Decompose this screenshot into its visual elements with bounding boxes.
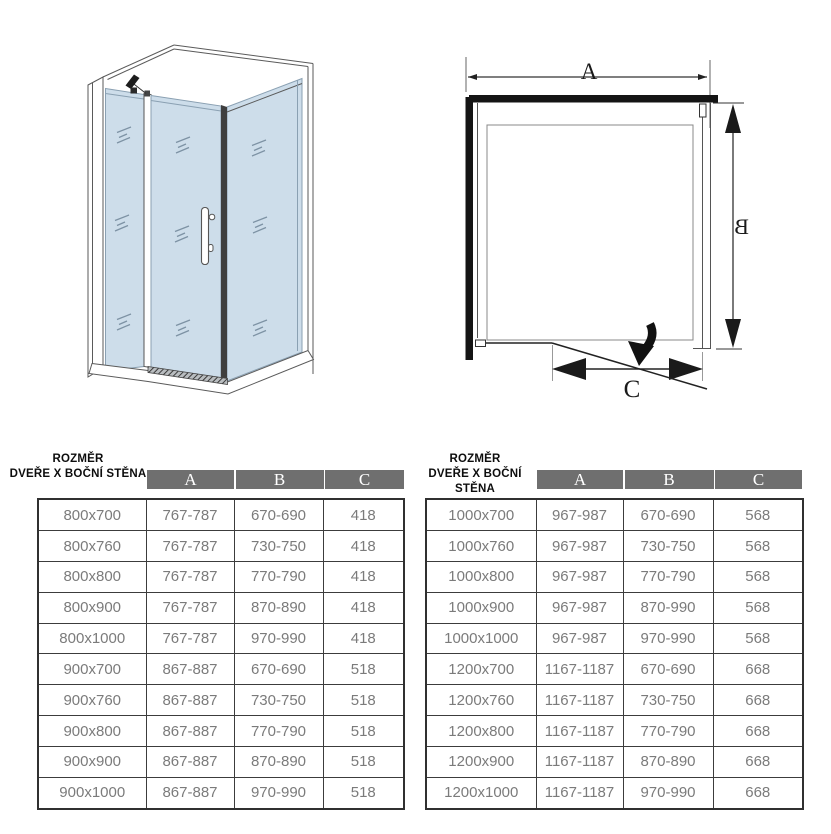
cell-b: 870-890	[234, 746, 323, 777]
table-row	[38, 716, 404, 747]
cell-size: 1200x1000	[426, 777, 536, 809]
cell-b: 670-690	[623, 499, 713, 531]
cell-a: 967-987	[536, 592, 623, 623]
cell-a: 1167-1187	[536, 685, 623, 716]
cell-a: 1167-1187	[536, 777, 623, 809]
table-title-line2: DVEŘE X BOČNÍ STĚNA	[428, 468, 522, 495]
cell-size: 900x800	[38, 716, 146, 747]
cell-a: 967-987	[536, 623, 623, 654]
dimension-b	[713, 103, 749, 349]
cell-b: 770-790	[234, 562, 323, 593]
table-row	[38, 623, 404, 654]
column-headers-left	[147, 470, 404, 489]
side-wall-profile	[700, 104, 707, 117]
top-wall-bar	[469, 95, 718, 103]
table-title-left	[6, 452, 150, 482]
cell-size: 1200x900	[426, 746, 536, 777]
table-title-line2: DVEŘE X BOČNÍ STĚNA	[9, 468, 147, 480]
glass-side-panel	[227, 79, 302, 382]
cell-c: 518	[323, 716, 404, 747]
cell-size: 1200x700	[426, 654, 536, 685]
cell-size: 800x700	[38, 499, 146, 531]
size-table-left	[37, 498, 405, 810]
arrowhead-up-icon	[725, 104, 741, 133]
table-row	[426, 685, 803, 716]
cell-size: 1200x760	[426, 685, 536, 716]
arrowhead-left-icon	[468, 74, 477, 80]
table-row	[38, 777, 404, 809]
dimension-label-c: C	[623, 376, 641, 403]
cell-a: 867-887	[146, 685, 234, 716]
table-row	[426, 777, 803, 809]
big-arrowhead-right-icon	[669, 358, 703, 380]
cell-c: 418	[323, 562, 404, 593]
swing-arrow-icon	[628, 324, 654, 366]
column-header-a: A	[147, 470, 234, 489]
shower-enclosure-3d-illustration	[55, 28, 360, 413]
cell-b: 770-790	[623, 716, 713, 747]
column-headers-right	[537, 470, 802, 489]
cell-b: 970-990	[623, 777, 713, 809]
cell-c: 418	[323, 623, 404, 654]
cell-a: 767-787	[146, 592, 234, 623]
cell-size: 1000x800	[426, 562, 536, 593]
cell-b: 970-990	[234, 777, 323, 809]
cell-a: 1167-1187	[536, 746, 623, 777]
wall-bracket-icon	[126, 75, 147, 94]
table-row	[38, 499, 404, 531]
cell-a: 767-787	[146, 499, 234, 531]
table-row	[426, 746, 803, 777]
hinge-profile	[144, 91, 151, 368]
table-row	[38, 592, 404, 623]
table-title-line1: ROZMĚR	[449, 453, 501, 465]
cell-c: 418	[323, 499, 404, 531]
cell-c: 668	[713, 777, 803, 809]
top-view-schematic	[440, 28, 831, 418]
table-row	[38, 746, 404, 777]
dimension-c	[552, 345, 703, 403]
arrowhead-down-icon	[725, 319, 741, 348]
table-row	[38, 562, 404, 593]
cell-a: 967-987	[536, 562, 623, 593]
cell-a: 867-887	[146, 777, 234, 809]
cell-size: 1200x800	[426, 716, 536, 747]
dimension-label-b: B	[734, 214, 749, 239]
cell-size: 900x760	[38, 685, 146, 716]
cell-a: 867-887	[146, 716, 234, 747]
cell-c: 518	[323, 654, 404, 685]
arrowhead-right-icon	[698, 74, 707, 80]
cell-size: 900x1000	[38, 777, 146, 809]
enclosure-outline	[478, 103, 712, 349]
cell-c: 418	[323, 592, 404, 623]
cell-c: 668	[713, 746, 803, 777]
cell-size: 1000x900	[426, 592, 536, 623]
table-row	[426, 654, 803, 685]
cell-c: 518	[323, 777, 404, 809]
dimension-a	[466, 57, 710, 128]
column-header-a: A	[537, 470, 623, 489]
cell-c: 568	[713, 499, 803, 531]
cell-b: 730-750	[623, 531, 713, 562]
column-header-b: B	[625, 470, 714, 489]
cell-b: 870-990	[623, 592, 713, 623]
table-row	[426, 716, 803, 747]
cell-b: 670-690	[234, 654, 323, 685]
cell-a: 867-887	[146, 746, 234, 777]
cell-c: 568	[713, 623, 803, 654]
column-header-b: B	[236, 470, 324, 489]
cell-c: 518	[323, 746, 404, 777]
cell-size: 900x900	[38, 746, 146, 777]
dimension-label-a: A	[580, 59, 598, 84]
column-header-c: C	[715, 470, 802, 489]
table-row	[426, 562, 803, 593]
cell-c: 668	[713, 716, 803, 747]
cell-a: 967-987	[536, 499, 623, 531]
table-row	[38, 531, 404, 562]
cell-size: 1000x700	[426, 499, 536, 531]
table-row	[38, 685, 404, 716]
cell-b: 730-750	[234, 685, 323, 716]
cell-a: 967-987	[536, 531, 623, 562]
door-swing	[476, 324, 655, 366]
cell-b: 730-750	[234, 531, 323, 562]
cell-a: 767-787	[146, 623, 234, 654]
cell-size: 800x1000	[38, 623, 146, 654]
corner-post	[221, 105, 227, 381]
column-header-c: C	[325, 470, 404, 489]
cell-a: 867-887	[146, 654, 234, 685]
cell-b: 870-890	[234, 592, 323, 623]
table-row	[426, 623, 803, 654]
cell-c: 568	[713, 592, 803, 623]
cell-b: 970-990	[623, 623, 713, 654]
cell-a: 1167-1187	[536, 654, 623, 685]
table-row	[426, 592, 803, 623]
cell-b: 730-750	[623, 685, 713, 716]
big-arrowhead-left-icon	[552, 358, 586, 380]
cell-size: 800x760	[38, 531, 146, 562]
size-table-left-body	[38, 499, 404, 809]
cell-c: 668	[713, 685, 803, 716]
table-row	[426, 499, 803, 531]
cell-size: 800x900	[38, 592, 146, 623]
table-row	[38, 654, 404, 685]
size-table-right	[425, 498, 804, 810]
cell-size: 1000x760	[426, 531, 536, 562]
cell-c: 518	[323, 685, 404, 716]
cell-b: 770-790	[234, 716, 323, 747]
cell-b: 970-990	[234, 623, 323, 654]
table-row	[426, 531, 803, 562]
cell-a: 767-787	[146, 531, 234, 562]
cell-c: 568	[713, 531, 803, 562]
table-title-right	[408, 452, 542, 497]
door-hinge-profile	[476, 340, 486, 347]
cell-size: 1000x1000	[426, 623, 536, 654]
cell-a: 767-787	[146, 562, 234, 593]
cell-b: 770-790	[623, 562, 713, 593]
cell-size: 800x800	[38, 562, 146, 593]
glass-fixed-panel	[106, 89, 145, 372]
cell-c: 568	[713, 562, 803, 593]
left-wall-bar	[466, 97, 474, 360]
cell-b: 870-890	[623, 746, 713, 777]
cell-b: 670-690	[234, 499, 323, 531]
cell-a: 1167-1187	[536, 716, 623, 747]
cell-b: 670-690	[623, 654, 713, 685]
table-title-line1: ROZMĚR	[52, 453, 104, 465]
cell-size: 900x700	[38, 654, 146, 685]
size-table-right-body	[426, 499, 803, 809]
cell-c: 668	[713, 654, 803, 685]
cell-c: 418	[323, 531, 404, 562]
